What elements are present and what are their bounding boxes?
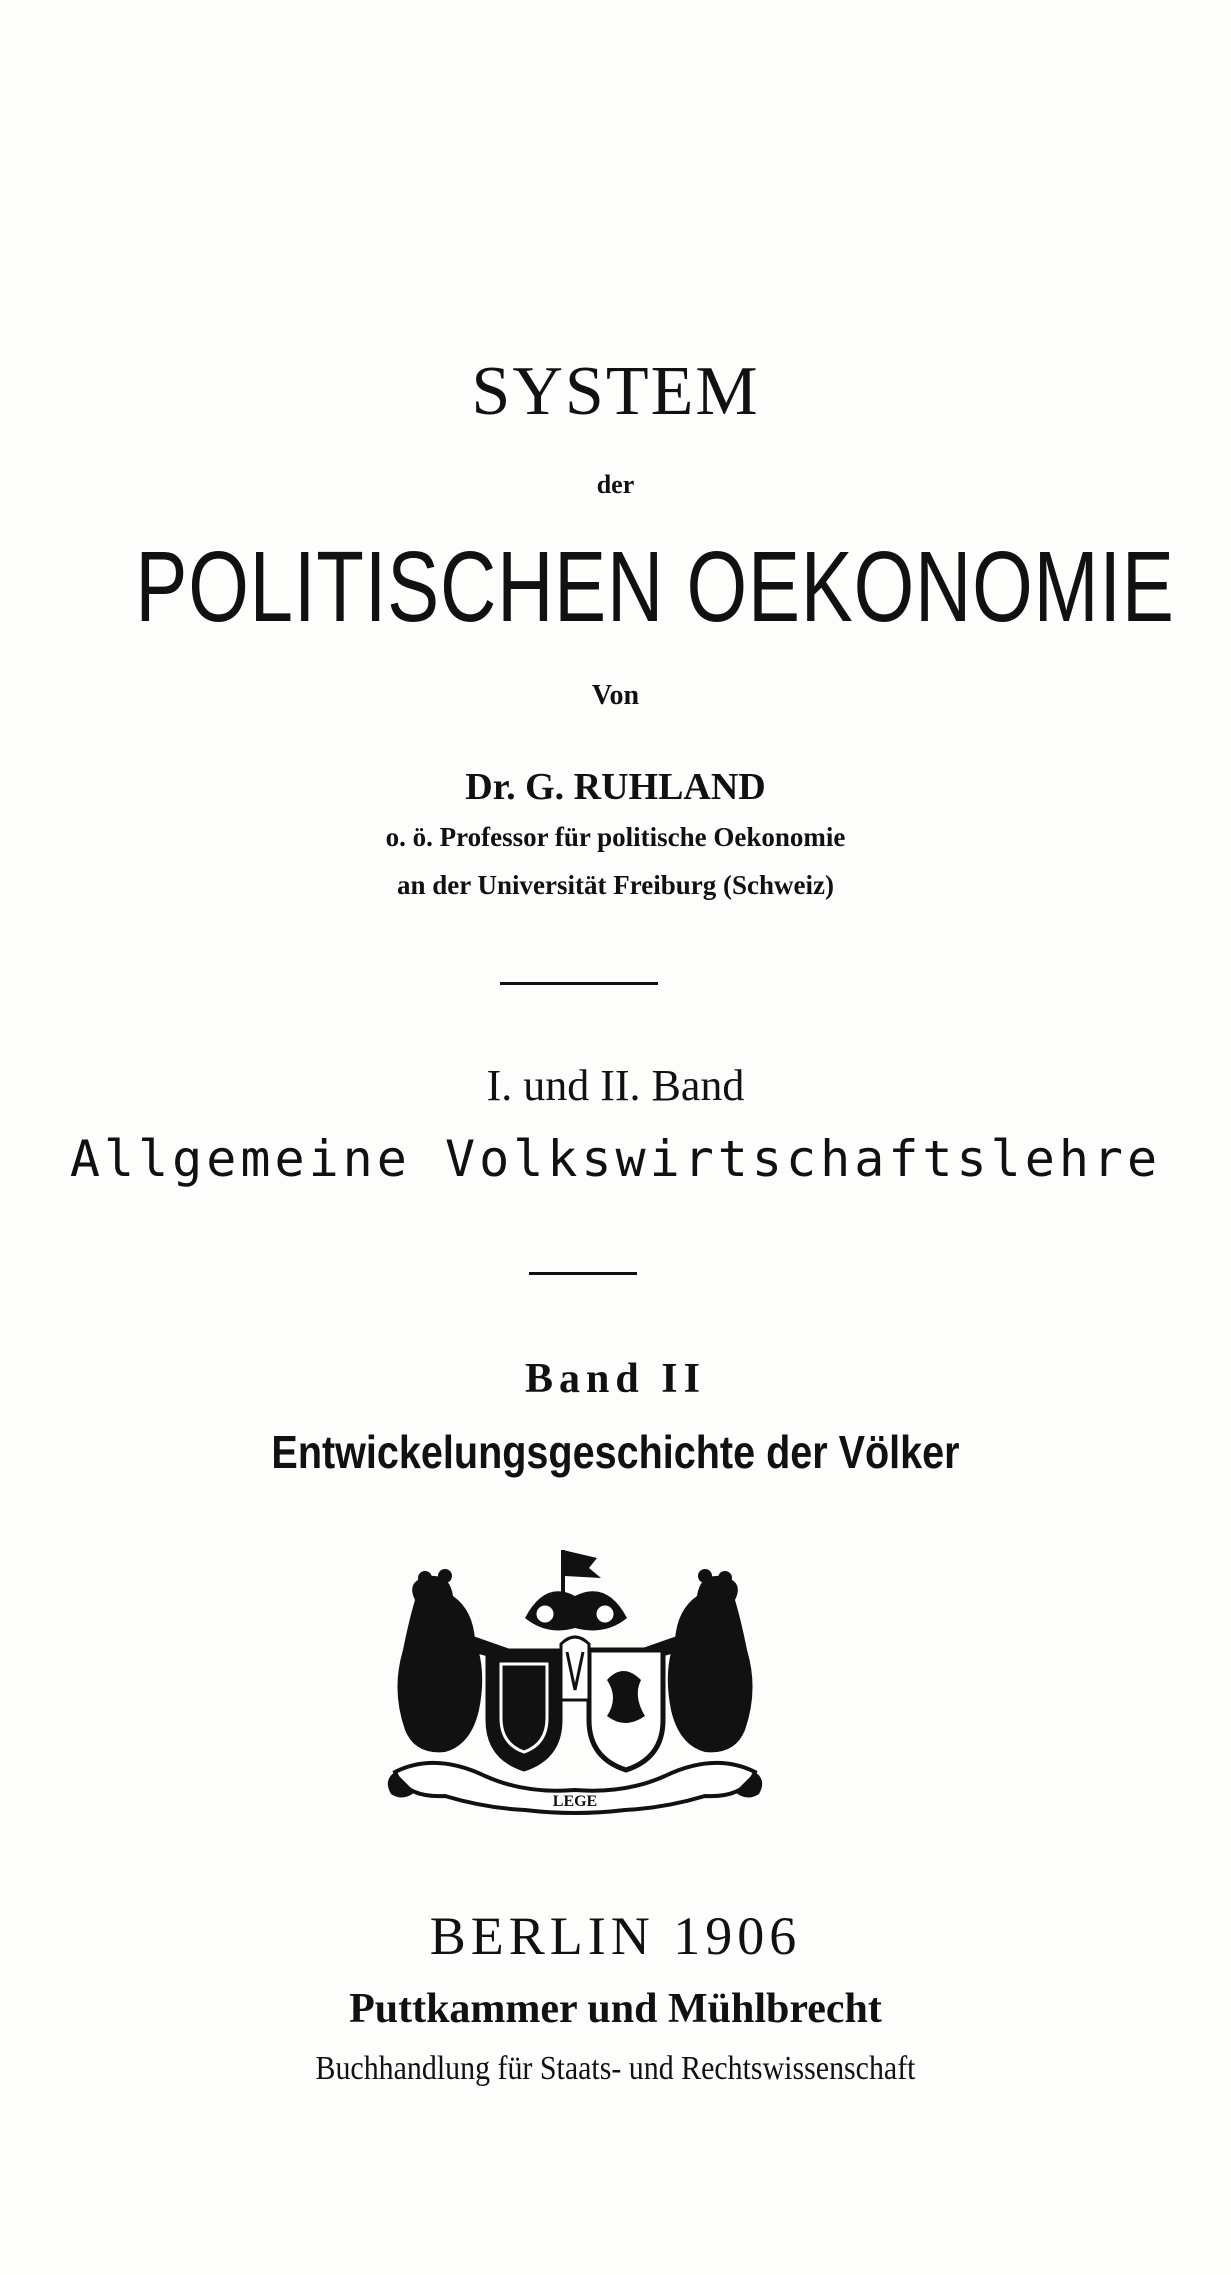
place-and-year: BERLIN 1906 [429,1906,802,1966]
general-subtitle: Allgemeine Volkswirtschaftslehre [69,1130,1162,1188]
main-title: POLITISCHEN OEKONOMIE [135,531,1175,643]
heraldic-crest-icon [375,1540,775,1820]
divider-rule [500,982,658,985]
band-title: Entwickelungsgeschichte der Völker [271,1426,960,1478]
by-label: Von [591,680,640,711]
publisher-description: Buchhandlung für Staats- und Rechtswissenschaft [315,2050,916,2087]
author-name: Dr. G. RUHLAND [465,766,766,808]
divider-rule [529,1272,637,1275]
author-position-line1: o. ö. Professor für politische Oekonomie [385,822,846,852]
band-label: Band II [525,1356,706,1402]
series-title: SYSTEM [471,353,760,430]
publisher-name: Puttkammer und Mühlbrecht [349,1986,882,2032]
connector-der: der [596,470,635,499]
volumes-label: I. und II. Band [486,1061,745,1110]
motto-text: LEGE [552,1793,598,1810]
author-position-line2: an der Universität Freiburg (Schweiz) [397,870,834,900]
